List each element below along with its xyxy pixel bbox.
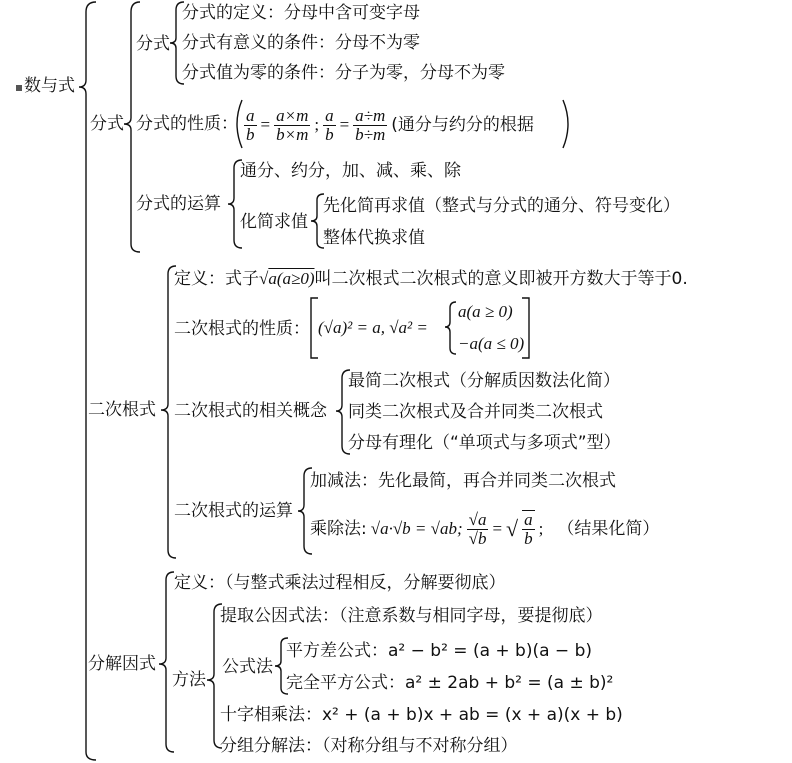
- fraction-property-label: 分式的性质：: [136, 114, 238, 134]
- fraction-sub-label: 分式: [136, 34, 170, 54]
- radical-ops-label: 二次根式的运算: [174, 501, 293, 521]
- factor-formula-label: 公式法: [222, 657, 273, 677]
- fraction-am-over-bm: $\frac{a\times m}{b\times m}$: [276, 105, 309, 144]
- factor-perfect-square: 完全平方公式：a² ± 2ab + b² = (a ± b)²: [286, 673, 614, 693]
- fraction-meaningful-condition: 分式有意义的条件：分母不为零: [182, 33, 420, 53]
- radical-ops-add: 加减法：先化最简，再合并同类二次根式: [310, 471, 616, 491]
- factor-common-factor: 提取公因式法：（注意系数与相同字母，要提彻底）: [220, 606, 603, 626]
- fraction-ops-label: 分式的运算: [136, 194, 221, 214]
- fraction-simplify-1: 先化简再求值（整式与分式的通分、符号变化）: [323, 196, 680, 216]
- radical-quotient-left: $\frac{√a}{√b}$: [468, 509, 487, 548]
- radical-concept-rationalize: 分母有理化（“单项式与多项式”型）: [348, 433, 621, 453]
- fraction-definition: 分式的定义：分母中含可变字母: [182, 3, 420, 23]
- radical-ops-multiply: 乘除法: √a·√b = √ab; $\frac{√a}{√b}$ = √ $\frac{a}{b}$ ; （结果化简）: [310, 509, 660, 548]
- root-label: 数与式: [24, 76, 75, 96]
- factor-grouping: 分组分解法：（对称分组与不对称分组）: [220, 736, 518, 756]
- factor-difference-of-squares: 平方差公式：a² − b² = (a + b)(a − b): [286, 641, 592, 661]
- radical-case-negative: −a(a ≤ 0): [458, 334, 525, 353]
- fraction-property-note: (通分与约分的根据: [391, 115, 534, 135]
- factor-label: 分解因式: [88, 654, 156, 674]
- fraction-a-over-b: $\frac{a}{b}$: [246, 105, 255, 144]
- radical-property-label: 二次根式的性质：: [174, 319, 310, 339]
- fraction-zero-condition: 分式值为零的条件：分子为零，分母不为零: [182, 63, 505, 83]
- radical-def-expr: √a(a≥0): [259, 269, 315, 288]
- radical-quotient-right: $\frac{a}{b}$: [524, 510, 533, 548]
- radical-concept-simplest: 最简二次根式（分解质因数法化简）: [348, 371, 620, 391]
- fraction-simplify-2: 整体代换求值: [323, 228, 425, 248]
- factor-definition: 定义：（与整式乘法过程相反，分解要彻底）: [174, 573, 506, 593]
- radical-label: 二次根式: [88, 400, 156, 420]
- fraction-a-over-b-2: $\frac{a}{b}$: [325, 105, 334, 144]
- fraction-property-formula: $\frac{a}{b}$ = $\frac{a\times m}{b\times m}$ ; $\frac{a}{b}$ = $\frac{a\div m}{b\div m}$ (通分与约分的根据: [246, 105, 534, 144]
- radical-concepts-label: 二次根式的相关概念: [174, 401, 327, 421]
- radical-case-positive: a(a ≥ 0): [458, 302, 513, 321]
- fraction-label: 分式: [90, 114, 124, 134]
- factor-method-label: 方法: [172, 670, 206, 690]
- fraction-ops-basic: 通分、约分，加、减、乘、除: [240, 161, 461, 181]
- radical-concept-like-terms: 同类二次根式及合并同类二次根式: [348, 402, 603, 422]
- fraction-adivm-over-bdivm: $\frac{a\div m}{b\div m}$: [355, 105, 386, 144]
- bullet-marker: [16, 85, 22, 91]
- factor-cross-method: 十字相乘法：x² + (a + b)x + ab = (x + a)(x + b): [220, 705, 623, 725]
- radical-definition: 定义：式子√a(a≥0)叫二次根式二次根式的意义即被开方数大于等于0.: [174, 269, 688, 289]
- radical-property-formula: (√a)² = a, √a² =: [318, 318, 428, 337]
- fraction-simplify-label: 化简求值: [240, 212, 308, 232]
